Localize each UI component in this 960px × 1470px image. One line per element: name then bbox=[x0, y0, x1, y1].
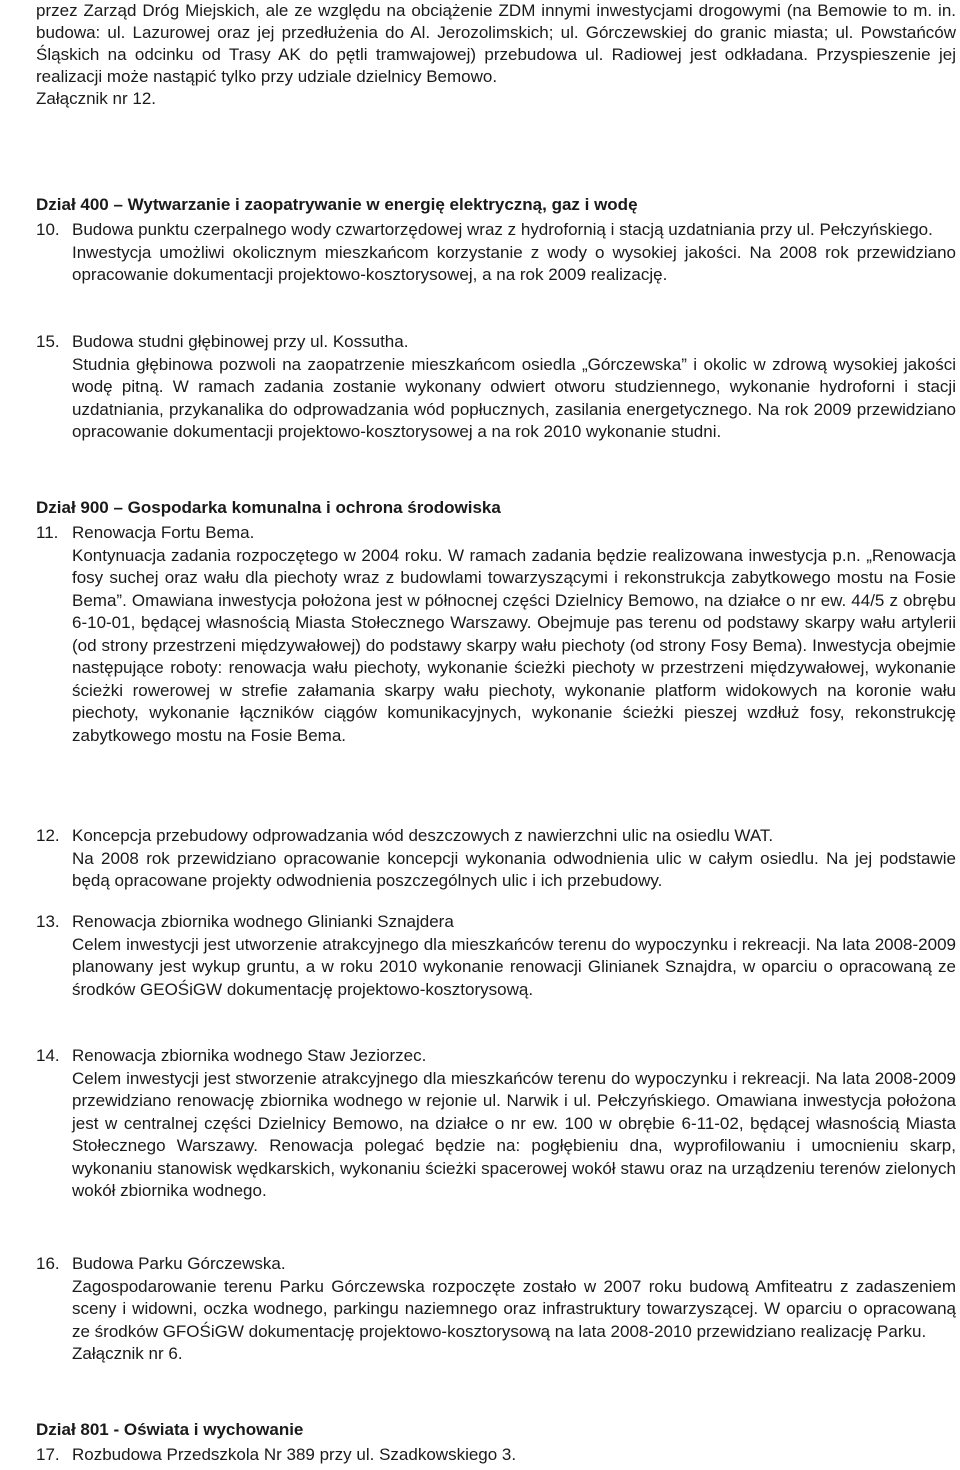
item-description: Na 2008 rok przewidziano opracowanie koncepcji wykonania odwodnienia ulic w całym osiedlu. Na jej podstawie będą opracowane projekty odwodnienia poszczególnych ulic i ich przebudowy. bbox=[72, 848, 956, 890]
item-number: 15. bbox=[36, 332, 60, 351]
item-number: 13. bbox=[36, 912, 60, 931]
item-11 bbox=[36, 522, 956, 747]
item-number: 14. bbox=[36, 1046, 60, 1065]
item-description: Kontynuacja zadania rozpoczętego w 2004 roku. W ramach zadania będzie realizowana inwestycja p.n. „Renowacja fosy suchej oraz wału dla piechoty wraz z budowlami towarzyszącymi i rekonstrukcja zabytkowego mostu na Fosie Bema”. Omawiana inwestycja położona jest w północnej części Dzielnicy Bemowo, na działce o nr ew. 44/5 z obrębu 6-10-01, będącej własnością Miasta Stołecznego Warszawy. Obejmuje pas terenu od podstawy skarpy wału artylerii (od strony przestrzeni międzywałowej) do podstawy skarpy wału piechoty (od strony Fosy Bema). Inwestycja obejmie następujące roboty: renowacja wału piechoty, wykonanie ścieżki piechoty w przestrzeni międzywałowej, wykonanie ścieżki rowerowej w strefie załamania skarpy wału piechoty, wykonanie platform widokowych na koronie wału piechoty, wykonanie łączników ciągów komunikacyjnych, wykonanie ścieżki pieszej wzdłuż fosy, rekonstrukcję zabytkowego mostu na Fosie Bema. bbox=[72, 545, 956, 745]
item-15 bbox=[36, 331, 956, 444]
item-description: Celem inwestycji jest stworzenie atrakcyjnego dla mieszkańców terenu do wypoczynku i rekreacji. Na lata 2008-2009 przewidziano renowację zbiornika wodnego w rejonie ul. Narwik i ul. Pełczyńskiego. Omawiana inwestycja położona jest w centralnej części Dzielnicy Bemowo, na działce o nr ew. 100 w obrębie 6-11-02, będącej własnością Miasta Stołecznego Warszawy. Renowacja polegać będzie na: pogłębieniu dna, wyprofilowaniu i umocnieniu skarp, wykonaniu stanowisk wędkarskich, wykonaniu ścieżki spacerowej wokół stawu oraz na urządzeniu terenów zielonych wokół zbiornika wodnego. bbox=[72, 1068, 956, 1200]
section-heading-400: Dział 400 – Wytwarzanie i zaopatrywanie w energię elektryczną, gaz i wodę bbox=[36, 195, 638, 214]
item-description: Inwestycja umożliwi okolicznym mieszkańcom korzystanie z wody o wysokiej jakości. Na 2008 rok przewidziano opracowanie dokumentacji projektowo-kosztorysowej, a na rok 2009 realizację. bbox=[72, 242, 956, 284]
item-description: Zagospodarowanie terenu Parku Górczewska rozpoczęte zostało w 2007 roku budową Amfiteatru z zadaszeniem sceny i widowni, oczka wodnego, parkingu naziemnego oraz infrastruktury towarzyszącej. W oparciu o opracowaną ze środków GFOŚiGW dokumentację projektowo-kosztorysową na lata 2008-2010 przewidziano realizację Parku. bbox=[72, 1276, 956, 1341]
item-title: Koncepcja przebudowy odprowadzania wód deszczowych z nawierzchni ulic na osiedlu WAT. bbox=[72, 826, 774, 845]
item-title: Renowacja zbiornika wodnego Glinianki Sznajdera bbox=[72, 912, 454, 931]
item-number: 11. bbox=[36, 523, 59, 542]
item-17 bbox=[36, 1444, 956, 1467]
item-title: Renowacja zbiornika wodnego Staw Jeziorzec. bbox=[72, 1046, 427, 1065]
item-description: Studnia głębinowa pozwoli na zaopatrzenie mieszkańcom osiedla „Górczewska” i okolic w zdrową wysokiej jakości wodę pitną. W ramach zadania zostanie wykonany odwiert otworu studziennego, wykonanie hydroforni i stacji uzdatniania, przykanalika do odprowadzania wód popłucznych, zasilania energetycznego. Na rok 2009 przewidziano opracowanie dokumentacji projektowo-kosztorysowej a na rok 2010 wykonanie studni. bbox=[72, 354, 956, 441]
item-12 bbox=[36, 825, 956, 893]
item-number: 17. bbox=[36, 1445, 60, 1464]
item-title: Budowa Parku Górczewska. bbox=[72, 1254, 286, 1273]
item-13 bbox=[36, 911, 956, 1001]
item-number: 16. bbox=[36, 1254, 60, 1273]
item-title: Budowa punktu czerpalnego wody czwartorzędowej wraz z hydrofornią i stacją uzdatniania przy ul. Pełczyńskiego. bbox=[72, 220, 933, 239]
item-title: Rozbudowa Przedszkola Nr 389 przy ul. Szadkowskiego 3. bbox=[72, 1445, 517, 1464]
item-description: Celem inwestycji jest utworzenie atrakcyjnego dla mieszkańców terenu do wypoczynku i rekreacji. Na lata 2008-2009 planowany jest wykup gruntu, a w roku 2010 wykonanie renowacji Glinianek Sznajdra, w oparciu o opracowaną ze środków GEOŚiGW dokumentację projektowo-kosztorysową. bbox=[72, 934, 956, 999]
section-heading-900: Dział 900 – Gospodarka komunalna i ochrona środowiska bbox=[36, 498, 501, 517]
item-14 bbox=[36, 1045, 956, 1203]
item-number: 12. bbox=[36, 826, 60, 845]
intro-text: przez Zarząd Dróg Miejskich, ale ze względu na obciążenie ZDM innymi inwestycjami drogowymi (na Bemowie to m. in. budowa: ul. Lazurowej oraz jej przedłużenia do Al. Jerozolimskich; ul. Górczewskiej do granic miasta; ul. Powstańców Śląskich na odcinku od Trasy AK do pętli tramwajowej) przebudowa ul. Radiowej jest odkładana. Przyspieszenie jej realizacji może nastąpić tylko przy udziale dzielnicy Bemowo. bbox=[36, 1, 956, 86]
item-number: 10. bbox=[36, 220, 60, 239]
item-10 bbox=[36, 219, 956, 287]
intro-attachment: Załącznik nr 12. bbox=[36, 89, 156, 108]
item-title: Budowa studni głębinowej przy ul. Kossutha. bbox=[72, 332, 409, 351]
item-16 bbox=[36, 1253, 956, 1366]
intro-paragraph bbox=[36, 0, 956, 110]
section-heading-801: Dział 801 - Oświata i wychowanie bbox=[36, 1420, 304, 1439]
item-title: Renowacja Fortu Bema. bbox=[72, 523, 255, 542]
item-attachment: Załącznik nr 6. bbox=[72, 1344, 183, 1363]
